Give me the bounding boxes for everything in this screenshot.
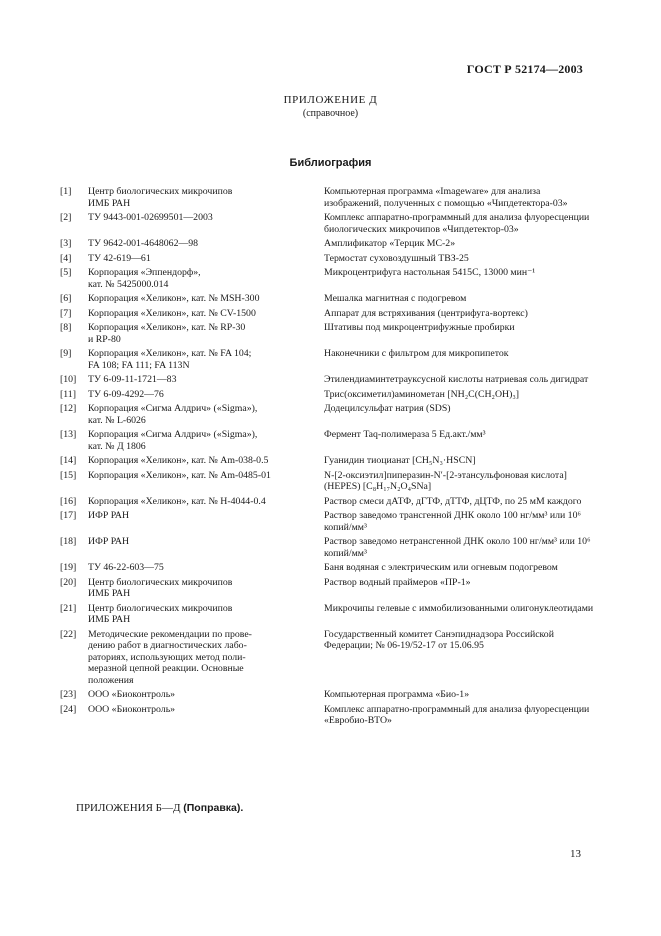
ref-number: [16]	[60, 495, 77, 507]
bibliography-entry	[60, 510, 600, 533]
ref-source: ТУ 9443-001-02699501—2003	[88, 212, 213, 223]
ref-number: [15]	[60, 469, 77, 481]
ref-number: [20]	[60, 576, 77, 588]
footer-note	[76, 802, 243, 814]
ref-description: Раствор заведомо трансгенной ДНК около 100 нг/мм³ или 10⁶ копий/мм³	[324, 510, 581, 533]
page-number: 13	[570, 848, 581, 860]
bibliography-entry	[60, 348, 600, 371]
ref-source: Корпорация «Сигма Алдрич» («Sigma»), кат. № Д 1806	[88, 429, 258, 452]
bibliography-entry	[60, 496, 600, 508]
ref-number: [11]	[60, 388, 76, 400]
bibliography-entry	[60, 374, 600, 386]
bibliography-entry	[60, 562, 600, 574]
ref-description: Додецилсульфат натрия (SDS)	[324, 403, 451, 414]
ref-source: Корпорация «Хеликон», кат. № RP-30 и RP-80	[88, 322, 246, 345]
ref-number: [1]	[60, 186, 72, 197]
ref-description: Компьютерная программа «Imageware» для анализа изображений, полученных с помощью «Чипдетектора-03»	[324, 186, 568, 209]
ref-number: [18]	[60, 536, 77, 547]
ref-source: ТУ 6-09-11-1721—83	[88, 374, 177, 385]
ref-number: [5]	[60, 267, 72, 278]
ref-description: Мешалка магнитная с подогревом	[324, 293, 467, 304]
bibliography-entry	[60, 536, 600, 559]
appendix-title: ПРИЛОЖЕНИЕ Д	[283, 94, 378, 106]
ref-number: [24]	[60, 703, 77, 715]
ref-description: Комплекс аппаратно-программный для анализа флуоресценции биологических микрочипов «Чипдетектор-03»	[324, 212, 590, 235]
ref-source: ООО «Биоконтроль»	[88, 689, 176, 700]
ref-source: ИФР РАН	[88, 510, 130, 521]
ref-number: [4]	[60, 252, 72, 264]
ref-number: [2]	[60, 212, 72, 223]
bibliography-entry	[60, 704, 600, 727]
ref-description: Раствор смеси дАТФ, дГТФ, дТТФ, дЦТФ, по 25 мМ каждого	[324, 495, 582, 507]
bibliography-entry	[60, 253, 600, 265]
ref-source: Корпорация «Хеликон», кат. № H-4044-0.4	[88, 495, 266, 507]
ref-description: Трис(оксиметил)аминометан [NH₂C(CH₂OH)₃]	[324, 388, 520, 400]
ref-source: ООО «Биоконтроль»	[88, 703, 176, 715]
ref-description: Этилендиаминтетрауксусной кислоты натриевая соль дигидрат	[324, 374, 589, 385]
ref-number: [14]	[60, 455, 77, 466]
ref-number: [23]	[60, 689, 77, 700]
ref-description: Раствор заведомо нетрансгенной ДНК около 100 нг/мм³ или 10⁶ копий/мм³	[324, 536, 591, 559]
ref-number: [8]	[60, 322, 72, 333]
bibliography-entry	[60, 293, 600, 305]
bibliography-entry	[60, 186, 600, 209]
bibliography-entry	[60, 403, 600, 426]
ref-source: Центр биологических микрочипов ИМБ РАН	[88, 602, 233, 625]
ref-number: [6]	[60, 293, 72, 304]
ref-number: [22]	[60, 628, 77, 640]
ref-description: N-[2-оксиэтил]пиперазин-N′-[2-этансульфоновая кислота] (HEPES) [C₈H₁₇N₂O₄SNa]	[324, 469, 567, 492]
ref-source: Корпорация «Эппендорф», кат. № 5425000.014	[88, 267, 201, 290]
ref-description: Компьютерная программа «Био-1»	[324, 689, 470, 700]
ref-description: Микроцентрифуга настольная 5415С, 13000 мин⁻¹	[324, 267, 536, 278]
ref-number: [19]	[60, 562, 77, 573]
document-header: ГОСТ Р 52174—2003	[466, 62, 583, 76]
ref-source: ТУ 42-619—61	[88, 252, 151, 264]
footer-note-label: ПРИЛОЖЕНИЯ Б—Д	[76, 802, 181, 814]
bibliography-entry	[60, 689, 600, 701]
ref-source: Корпорация «Хеликон», кат. № MSH-300	[88, 293, 260, 304]
ref-description: Фермент Taq-полимераза 5 Ед.акт./мм³	[324, 429, 486, 440]
ref-source: Методические рекомендации по прове- дению работ в диагностических лабо- раториях, использующих метод поли- меразной цепной реакции. Основные положения	[88, 628, 252, 686]
appendix-subtitle: (справочное)	[302, 108, 359, 119]
ref-source: Центр биологических микрочипов ИМБ РАН	[88, 186, 233, 209]
ref-description: Государственный комитет Санэпиднадзора Российской Федерации; № 06-19/52-17 от 15.06.95	[324, 628, 554, 651]
ref-description: Раствор водный праймеров «ПР-1»	[324, 576, 471, 588]
ref-number: [10]	[60, 374, 77, 385]
ref-source: Корпорация «Хеликон», кат. № FA 104; FA 108; FA 111; FA 113N	[88, 348, 252, 371]
ref-description: Наконечники с фильтром для микропипеток	[324, 348, 509, 359]
bibliography-entry	[60, 212, 600, 235]
footer-note-amendment: (Поправка).	[183, 802, 244, 814]
ref-description: Амплификатор «Терцик МС-2»	[324, 238, 456, 249]
bibliography-title: Библиография	[289, 157, 372, 169]
bibliography-entry	[60, 629, 600, 687]
bibliography-entry	[60, 308, 600, 320]
ref-source: ТУ 6-09-4292—76	[88, 388, 164, 400]
ref-number: [21]	[60, 602, 77, 614]
ref-source: ТУ 46-22-603—75	[88, 562, 164, 573]
ref-description: Комплекс аппаратно-программный для анализа флуоресценции «Евробио-ВТО»	[324, 703, 590, 726]
ref-description: Баня водяная с электрическим или огневым подогревом	[324, 562, 558, 573]
ref-number: [7]	[60, 307, 72, 319]
ref-number: [9]	[60, 348, 72, 359]
ref-description: Гуанидин тиоцианат [CH₅N₃·HSCN]	[324, 455, 476, 466]
ref-number: [3]	[60, 238, 72, 249]
ref-number: [13]	[60, 429, 77, 440]
bibliography-entry	[60, 455, 600, 467]
ref-source: Корпорация «Хеликон», кат. № Am-038-0.5	[88, 455, 269, 466]
ref-number: [17]	[60, 510, 77, 521]
ref-source: Корпорация «Сигма Алдрич» («Sigma»), кат. № L-6026	[88, 403, 258, 426]
ref-description: Аппарат для встряхивания (центрифуга-вортекс)	[324, 307, 528, 319]
bibliography-entry	[60, 238, 600, 250]
bibliography-entry	[60, 322, 600, 345]
bibliography-entry	[60, 429, 600, 452]
ref-source: Центр биологических микрочипов ИМБ РАН	[88, 576, 233, 599]
ref-description: Штативы под микроцентрифужные пробирки	[324, 322, 515, 333]
ref-source: Корпорация «Хеликон», кат. № CV-1500	[88, 307, 256, 319]
ref-source: ТУ 9642-001-4648062—98	[88, 238, 199, 249]
ref-source: Корпорация «Хеликон», кат. № Am-0485-01	[88, 469, 271, 481]
ref-description: Микрочипы гелевые с иммобилизованными олигонуклеотидами	[324, 602, 594, 614]
bibliography-entry	[60, 470, 600, 493]
bibliography-entry	[60, 577, 600, 600]
bibliography-entry	[60, 603, 600, 626]
ref-source: ИФР РАН	[88, 536, 130, 547]
ref-number: [12]	[60, 403, 77, 414]
bibliography-entry	[60, 389, 600, 401]
ref-description: Термостат суховоздушный ТВЗ-25	[324, 252, 469, 264]
bibliography-entry	[60, 267, 600, 290]
bibliography-list	[60, 186, 600, 730]
